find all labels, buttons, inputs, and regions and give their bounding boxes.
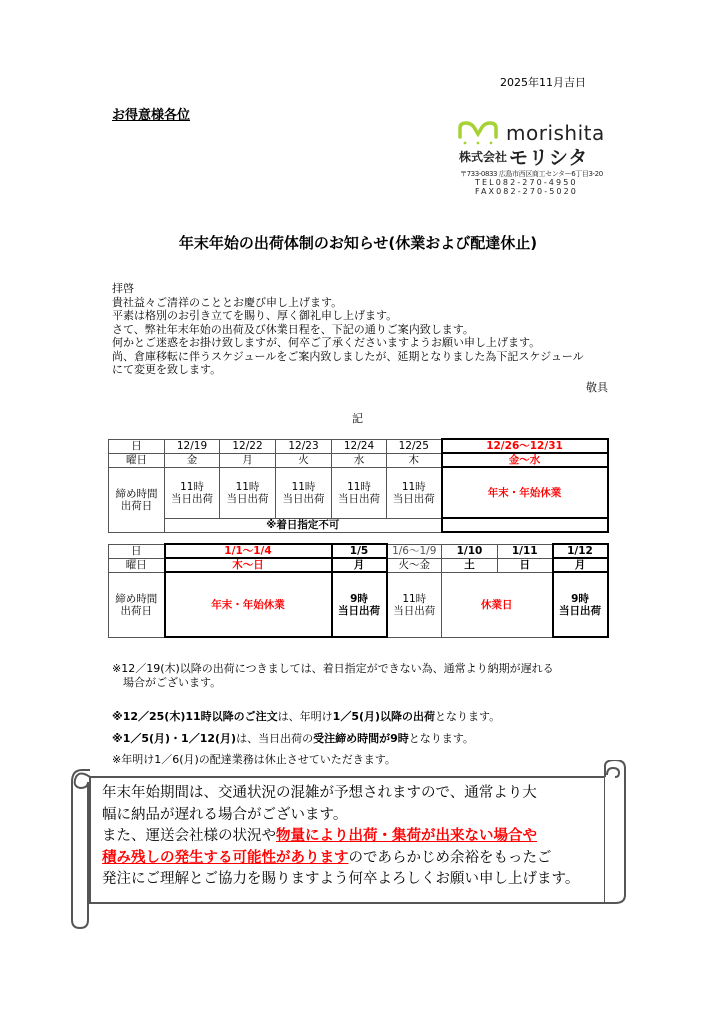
ship-status: 当日出荷 (559, 604, 601, 617)
holiday-date-cell: 1/1〜1/4 (165, 544, 332, 558)
scroll-notice-box (70, 760, 630, 935)
label-cutoff-line1: 締め時間 (115, 592, 158, 605)
date-cell: 12/22 (220, 439, 276, 453)
date-cell-jan5: 1/5 (332, 544, 387, 558)
morishita-m-logo-icon (457, 121, 499, 147)
label-weekday: 曜日 (109, 558, 165, 572)
brand-prefix: 株式会社 (459, 150, 508, 164)
note-text: は、当日出荷の (236, 732, 314, 745)
cutoff-time: 9時 (571, 592, 589, 605)
holiday-weekday-cell: 木〜日 (165, 558, 332, 572)
notice-warning: 物量により出荷・集荷が出来ない場合や (276, 828, 537, 844)
cutoff-cell (387, 467, 442, 518)
date-cell: 12/24 (332, 439, 387, 453)
ship-status: 当日出荷 (393, 604, 436, 617)
weekday-cell-jan11: 日 (498, 558, 553, 572)
schedule-table-january (108, 543, 609, 638)
ki-marker: 記 (352, 412, 363, 425)
company-phone (475, 178, 578, 196)
note-text: となります。 (408, 732, 474, 745)
note-text: となります。 (435, 710, 501, 723)
cutoff-time: 11時 (180, 480, 204, 493)
weekend-holiday-cell: 休業日 (442, 572, 553, 637)
date-cell-jan12: 1/12 (553, 544, 608, 558)
holiday-date-cell: 12/26〜12/31 (442, 439, 608, 453)
cutoff-cell-jan12 (553, 572, 608, 637)
holiday-status-cell: 年末・年始休業 (442, 467, 608, 518)
body-line: にて変更を致します。 (112, 363, 222, 376)
weekday-cell-jan10: 土 (442, 558, 498, 572)
notice-line: 年末年始期間は、交通状況の混雑が予想されますので、通常より大 (102, 785, 537, 801)
notice-text: また、運送会社様の状況や (102, 828, 276, 844)
greeting-body (112, 282, 622, 377)
note-order-cutoff (112, 708, 500, 724)
date-cell: 12/23 (276, 439, 332, 453)
note-emph: ※12／25(木)11時以降のご注文 (112, 710, 278, 723)
body-line: さて、弊社年末年始の出荷及び休業日程を、下記の通りご案内致します。 (112, 322, 474, 336)
brand-name-jp: モリシタ (509, 147, 589, 169)
brand-name-en: morishita (506, 121, 605, 145)
cutoff-time: 11時 (291, 480, 316, 493)
weekday-cell-jan6-9: 火〜金 (387, 558, 442, 572)
label-cutoff-line1: 締め時間 (115, 487, 158, 500)
body-line: 尚、倉庫移転に伴うスケジュールをご案内致しましたが、延期となりました為下記スケジュール (112, 349, 584, 363)
note-emph: ※1／5(月)・1／12(月) (112, 732, 237, 745)
empty-cell (442, 518, 608, 532)
cutoff-cell (332, 467, 387, 518)
body-line: 何かとご迷惑をお掛け致しますが、何卒ご了承くださいますようお願い申し上げます。 (112, 336, 541, 349)
notice-line (102, 826, 579, 848)
cutoff-cell (276, 467, 332, 518)
notice-line (102, 848, 579, 870)
cutoff-time: 11時 (347, 480, 371, 493)
cutoff-time: 9時 (350, 592, 368, 605)
notice-text: のであらかじめ余裕をもったご (348, 849, 552, 866)
schedule-table-december (108, 438, 609, 533)
document-date: 2025年11月吉日 (500, 76, 586, 89)
note-emph: 1／5(月)以降の出荷 (332, 710, 436, 723)
body-line: 平素は格別のお引き立てを賜り、厚く御礼申し上げます。 (112, 309, 398, 322)
note-delivery-suspended: ※年明け1／6(月)の配達業務は休止させていただきます。 (112, 753, 396, 766)
label-cutoff (109, 467, 165, 532)
weekday-cell-jan12: 月 (553, 558, 608, 572)
weekday-cell: 水 (332, 453, 387, 467)
notice-line: 発注にご理解とご協力を賜りますよう何卒よろしくお願い申し上げます。 (102, 871, 580, 887)
cutoff-time: 11時 (402, 592, 427, 605)
note-text: は、年明け (277, 710, 333, 723)
weekday-cell: 月 (220, 453, 276, 467)
tel-number: TEL082-270-4950 (475, 178, 578, 187)
ship-status: 当日出荷 (392, 492, 435, 505)
date-cell-jan10: 1/10 (442, 544, 498, 558)
label-weekday: 曜日 (109, 453, 165, 467)
cutoff-cell-jan5 (332, 572, 387, 637)
holiday-weekday-cell: 金〜水 (442, 453, 608, 467)
company-logo-block (457, 121, 617, 201)
label-cutoff (109, 572, 165, 637)
notice-line: 幅に納品が遅れる場合がございます。 (102, 806, 348, 823)
body-line: 拝啓 (112, 282, 134, 295)
cutoff-cell-jan6-9 (387, 572, 442, 637)
holiday-status-cell: 年末・年始休業 (165, 572, 332, 637)
cutoff-time: 11時 (235, 480, 260, 493)
weekday-cell: 火 (276, 453, 332, 467)
label-date: 日 (109, 439, 165, 453)
ship-status: 当日出荷 (338, 604, 380, 617)
ship-status: 当日出荷 (171, 492, 213, 505)
weekday-cell: 金 (165, 453, 220, 467)
label-cutoff-line2: 出荷日 (120, 499, 153, 512)
note-9am-cutoff (112, 730, 474, 746)
note-emph: 受注締め時間が9時 (313, 732, 409, 745)
date-cell-jan6-9: 1/6〜1/9 (387, 544, 442, 558)
cutoff-time: 11時 (401, 480, 426, 493)
label-date: 日 (109, 544, 165, 558)
delivery-date-note: ※着日指定不可 (165, 518, 442, 532)
scroll-notice-text (102, 783, 579, 891)
body-line: 貴社益々ご清祥のこととお慶び申し上げます。 (112, 295, 343, 309)
notice-warning: 積み残しの発生する可能性があります (102, 849, 349, 866)
note-delivery-delay (112, 662, 554, 690)
label-cutoff-line2: 出荷日 (120, 604, 152, 617)
company-address: 〒733-0833 広島市西区商工センター6丁目3-20 (460, 170, 603, 178)
recipient-heading: お得意様各位 (112, 108, 191, 123)
cutoff-cell (220, 467, 276, 518)
date-cell: 12/25 (387, 439, 442, 453)
note-line: 場合がございます。 (123, 676, 222, 689)
ship-status: 当日出荷 (226, 492, 269, 505)
ship-status: 当日出荷 (338, 492, 380, 505)
weekday-cell: 木 (387, 453, 442, 467)
cutoff-cell (165, 467, 220, 518)
ship-status: 当日出荷 (282, 492, 325, 505)
weekday-cell-jan5: 月 (332, 558, 387, 572)
page-title: 年末年始の出荷体制のお知らせ(休業および配達休止) (178, 234, 538, 252)
note-line: ※12／19(木)以降の出荷につきましては、着日指定ができない為、通常より納期が遅れる (112, 662, 554, 675)
date-cell: 12/19 (165, 439, 220, 453)
closing-keigu: 敬具 (586, 381, 608, 394)
fax-number: FAX082-270-5020 (475, 187, 578, 196)
date-cell-jan11: 1/11 (498, 544, 553, 558)
